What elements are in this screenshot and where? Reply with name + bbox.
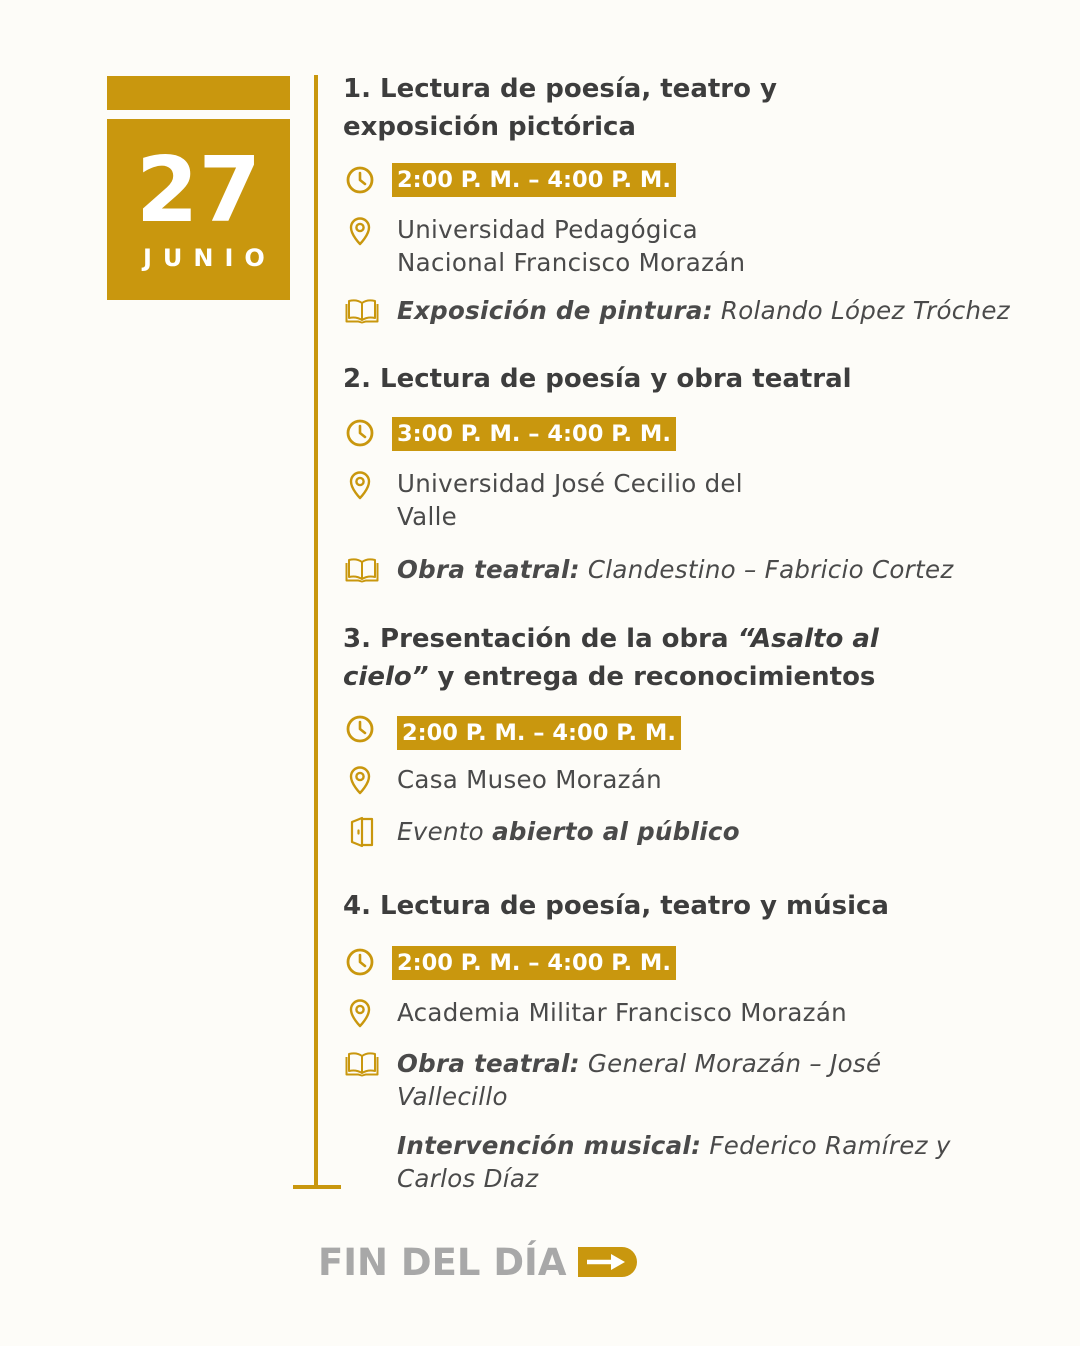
event-location-line: Nacional Francisco Morazán	[397, 248, 746, 277]
clock-icon	[345, 418, 375, 448]
clock-icon	[345, 165, 375, 195]
event-location-line: Universidad Pedagógica	[397, 215, 698, 244]
event-location	[397, 763, 662, 796]
note-text: Carlos Díaz	[397, 1164, 539, 1193]
open-book-icon	[345, 557, 379, 583]
note-label: Obra teatral:	[397, 1049, 580, 1078]
end-of-day-label: FIN DEL DÍA	[318, 1241, 567, 1284]
event-title-line	[343, 108, 777, 146]
event-note-line	[397, 294, 1010, 327]
note-text: Federico Ramírez y	[701, 1131, 951, 1160]
event-title-quote: “Asalto al	[737, 624, 879, 654]
time-badge: 2:00 P. M. – 4:00 P. M.	[392, 163, 676, 197]
date-month: JUNIO	[143, 244, 276, 272]
event-note-line	[397, 815, 740, 848]
location-pin-icon	[348, 470, 372, 500]
date-badge	[107, 119, 290, 300]
event-note	[397, 815, 740, 848]
event-title-text: exposición pictórica	[343, 112, 636, 142]
event-title-line	[343, 887, 889, 925]
event-title	[343, 620, 879, 696]
location-pin-icon	[348, 765, 372, 795]
event-location	[397, 996, 847, 1029]
event-title-line	[343, 360, 852, 398]
event-title-text: 3. Presentación de la obra	[343, 624, 738, 654]
event-title-quote: cielo”	[343, 662, 429, 692]
note-label: Obra teatral:	[397, 555, 580, 584]
event-title-text: 1. Lectura de poesía, teatro y	[343, 74, 777, 104]
event-title-line	[343, 658, 879, 696]
time-badge: 3:00 P. M. – 4:00 P. M.	[392, 417, 676, 451]
date-day: 27	[135, 138, 262, 243]
event-location-line: Universidad José Cecilio del	[397, 469, 743, 498]
time-badge: 2:00 P. M. – 4:00 P. M.	[392, 946, 676, 980]
open-book-icon	[345, 1051, 379, 1077]
location-pin-icon	[348, 216, 372, 246]
event-note-line	[397, 553, 954, 586]
event-location	[397, 213, 745, 279]
event-note-line	[397, 1129, 951, 1162]
event-title-text: y entrega de reconocimientos	[428, 662, 876, 692]
time-badge: 2:00 P. M. – 4:00 P. M.	[397, 716, 681, 750]
note-text: Clandestino – Fabricio Cortez	[579, 555, 954, 584]
note-label: Exposición de pintura:	[397, 296, 713, 325]
event-title	[343, 360, 852, 398]
event-title	[343, 70, 777, 146]
note-text: Rolando López Tróchez	[712, 296, 1010, 325]
clock-icon	[345, 947, 375, 977]
event-title-line	[343, 70, 777, 108]
note-highlight: abierto al público	[492, 817, 740, 846]
event-note-line	[397, 1080, 881, 1113]
event-note	[397, 1047, 881, 1113]
note-label: Intervención musical:	[397, 1131, 702, 1160]
arrow-right-icon	[578, 1247, 637, 1277]
event-title-line	[343, 620, 879, 658]
clock-icon	[345, 714, 375, 744]
note-text: Evento	[397, 817, 493, 846]
date-header-bar	[107, 76, 290, 110]
open-book-icon	[345, 298, 379, 324]
event-note	[397, 553, 954, 586]
note-text: Vallecillo	[397, 1082, 508, 1111]
event-note	[397, 1129, 951, 1195]
event-title	[343, 887, 889, 925]
event-note-line	[397, 1047, 881, 1080]
note-text: General Morazán – José	[579, 1049, 882, 1078]
timeline-end-tick	[293, 1185, 341, 1189]
event-note	[397, 294, 1010, 327]
event-note-line	[397, 1162, 951, 1195]
door-icon	[349, 816, 375, 848]
event-title-text: 2. Lectura de poesía y obra teatral	[343, 364, 852, 394]
event-location-line: Valle	[397, 502, 458, 531]
event-location	[397, 467, 743, 533]
timeline-line	[314, 75, 318, 1188]
event-location-line: Casa Museo Morazán	[397, 765, 662, 794]
location-pin-icon	[348, 998, 372, 1028]
event-title-text: 4. Lectura de poesía, teatro y música	[343, 891, 889, 921]
event-location-line: Academia Militar Francisco Morazán	[397, 998, 847, 1027]
